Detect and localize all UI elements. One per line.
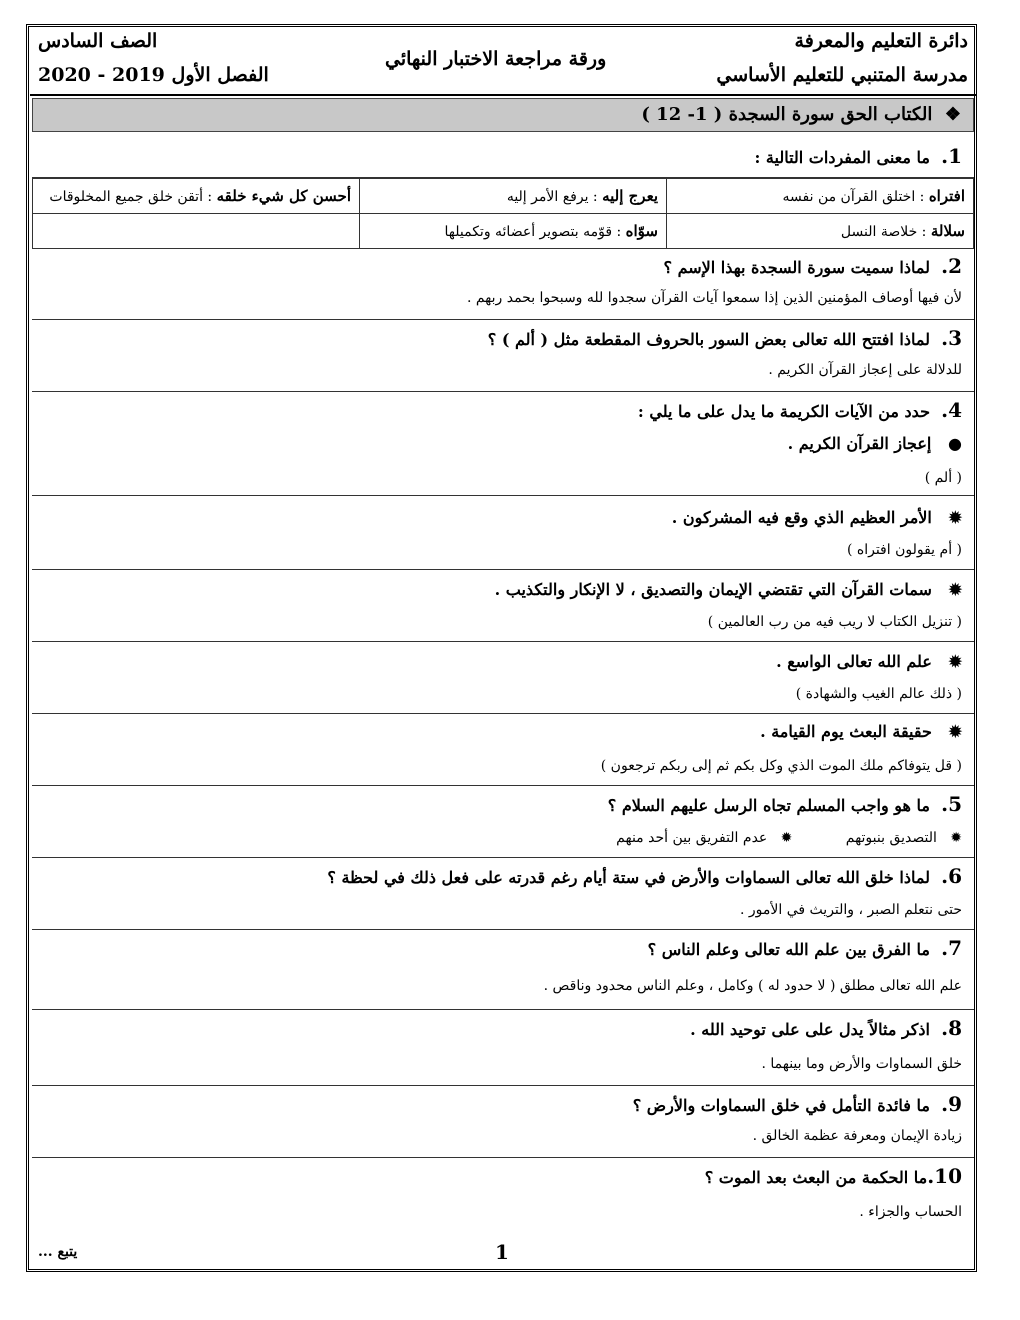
- question-9: [32, 1086, 974, 1158]
- question-3: [32, 320, 974, 392]
- question-4: [32, 392, 974, 496]
- answer-4-4: ( ذلك عالم الغيب والشهادة ): [795, 686, 962, 702]
- question-10-text: 10.ما الحكمة من البعث بعد الموت ؟: [704, 1164, 962, 1188]
- question-2: [32, 248, 974, 320]
- vocab-cell: سوّاه : قوّمه بتصوير أعضائه وتكميلها: [360, 214, 667, 249]
- bullet-item: ✹ الأمر العظيم الذي وقع فيه المشركون .: [671, 508, 962, 527]
- answer-8: خلق السماوات والأرض وما بينهما .: [761, 1056, 962, 1072]
- question-2-text: 2. لماذا سميت سورة السجدة بهذا الإسم ؟: [663, 254, 962, 278]
- vocab-table: [32, 178, 974, 249]
- vocab-cell-empty: [33, 214, 360, 249]
- answer-9: زيادة الإيمان ومعرفة عظمة الخالق .: [752, 1128, 962, 1144]
- question-7-text: 7. ما الفرق بين علم الله تعالى وعلم الناس ؟: [647, 936, 962, 960]
- question-9-text: 9. ما فائدة التأمل في خلق السماوات والأرض ؟: [632, 1092, 962, 1116]
- answer-6: حتى نتعلم الصبر ، والتريث في الأمور .: [740, 902, 962, 918]
- bullet-item: ✹ حقيقة البعث يوم القيامة .: [760, 722, 962, 741]
- bullet-item: ✹ سمات القرآن التي تقتضي الإيمان والتصديق ، لا الإنكار والتكذيب .: [494, 580, 962, 599]
- question-8-text: 8. اذكر مثالاً يدل على على توحيد الله .: [690, 1016, 962, 1040]
- question-3-text: 3. لماذا افتتح الله تعالى بعض السور بالحروف المقطعة مثل ( ألم ) ؟: [487, 326, 962, 350]
- bullet-item: ● إعجاز القرآن الكريم .: [787, 434, 962, 453]
- answer-4-5: ( قل يتوفاكم ملك الموت الذي وكل بكم ثم إلى ربكم ترجعون ): [600, 758, 962, 774]
- vocab-cell: افتراه : اختلق القرآن من نفسه: [667, 179, 974, 214]
- answer-10: الحساب والجزاء .: [859, 1204, 962, 1220]
- paper-title: ورقة مراجعة الاختبار النهائي: [385, 48, 607, 70]
- question-1: [32, 136, 974, 178]
- table-row: [33, 179, 974, 214]
- answer-4-1: ( ألم ): [924, 470, 962, 486]
- answer-5: ✹ التصديق بنبوتهم ✹ عدم التفريق بين أحد منهم: [616, 830, 962, 846]
- question-5-text: 5. ما هو واجب المسلم تجاه الرسل عليهم السلام ؟: [607, 792, 962, 816]
- answer-2: لأن فيها أوصاف المؤمنين الذين إذا سمعوا آيات القرآن سجدوا لله وسبحوا بحمد ربهم .: [466, 290, 962, 306]
- question-4-item: [32, 496, 974, 570]
- page-number: 1: [495, 1240, 509, 1264]
- bullet-item: ✹ علم الله تعالى الواسع .: [776, 652, 962, 671]
- question-10: [32, 1158, 974, 1230]
- answer-4-2: ( أم يقولون افتراه ): [846, 542, 962, 558]
- department-name: دائرة التعليم والمعرفة: [794, 30, 968, 52]
- question-4-item: [32, 642, 974, 714]
- unit-title-bar: [32, 98, 974, 132]
- vocab-cell: سلالة : خلاصة النسل: [667, 214, 974, 249]
- unit-title: الكتاب الحق سورة السجدة ( 1- 12 ): [641, 104, 933, 125]
- question-1-text: 1. ما معنى المفردات التالية :: [754, 144, 962, 168]
- answer-3: للدلالة على إعجاز القرآن الكريم .: [768, 362, 962, 378]
- question-7: [32, 930, 974, 1010]
- answer-4-3: ( تنزيل الكتاب لا ريب فيه من رب العالمين ): [707, 614, 962, 630]
- table-row: [33, 214, 974, 249]
- term-label: الفصل الأول 2019 - 2020: [38, 64, 269, 86]
- question-6-text: 6. لماذا خلق الله تعالى السماوات والأرض في ستة أيام رغم قدرته على فعل ذلك في لحظة ؟: [327, 864, 962, 888]
- question-8: [32, 1010, 974, 1086]
- school-name: مدرسة المتنبي للتعليم الأساسي: [716, 64, 968, 86]
- question-4-item: [32, 714, 974, 786]
- header-divider: [30, 94, 976, 96]
- vocab-cell: أحسن كل شيء خلقه : أتقن خلق جميع المخلوقات: [33, 179, 360, 214]
- answer-7: علم الله تعالى مطلق ( لا حدود له ) وكامل ، وعلم الناس محدود وناقص .: [543, 978, 962, 994]
- grade-label: الصف السادس: [38, 30, 158, 52]
- vocab-cell: يعرج إليه : يرفع الأمر إليه: [360, 179, 667, 214]
- question-4-text: 4. حدد من الآيات الكريمة ما يدل على ما يلي :: [637, 398, 962, 422]
- continue-label: يتبع ...: [38, 1244, 78, 1260]
- question-4-item: [32, 570, 974, 642]
- diamond-bullet-icon: ❖: [932, 104, 961, 125]
- question-6: [32, 858, 974, 930]
- question-5: [32, 786, 974, 858]
